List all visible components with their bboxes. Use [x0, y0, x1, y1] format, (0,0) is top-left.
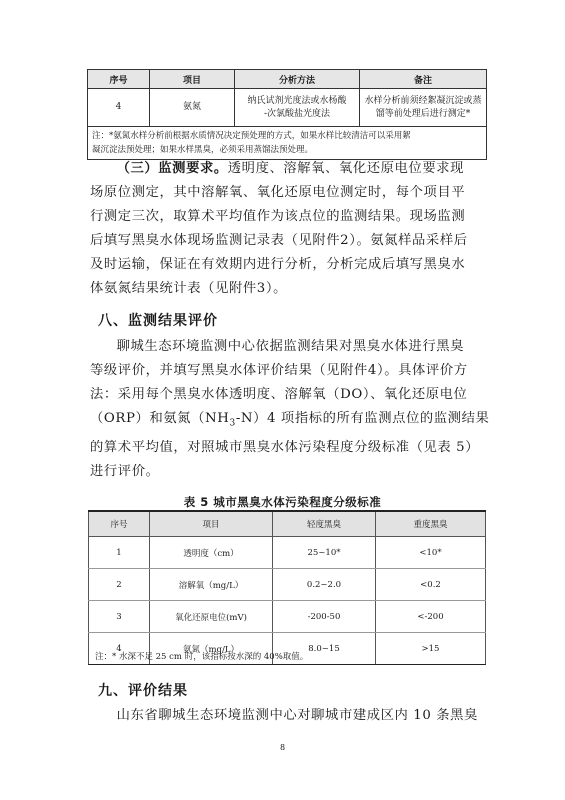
- cell-item: 氨氮（mg/L）: [150, 633, 273, 665]
- paragraph-line: [90, 157, 495, 181]
- paragraph-line: 山东省聊城生态环境监测中心对聊城市建成区内 10 条黑臭: [116, 708, 478, 723]
- paragraph-line: 及时运输，保证在有效期内进行分析，分析完成后填写黑臭水: [90, 257, 466, 272]
- section-heading-9: 九、评价结果: [98, 683, 188, 699]
- col-header-no: 序号: [88, 70, 150, 89]
- table-header-row: [88, 70, 487, 89]
- text-span: （ORP）和氨氮（NH: [90, 411, 230, 426]
- paragraph-line: 体氨氮结果统计表（见附件3）。: [90, 281, 287, 296]
- cell-no: 3: [89, 601, 150, 633]
- paragraph-line: 行测定三次，取算术平均值作为该点位的监测结果。现场监测: [90, 209, 466, 224]
- cell-item: 透明度（cm）: [150, 537, 273, 569]
- table-note-row: [88, 127, 487, 160]
- cell-light: -200-50: [273, 601, 376, 633]
- remark-line-2: 馏等前处理后进行测定*: [375, 108, 471, 119]
- method-line-2: -次氯酸盐光度法: [263, 108, 331, 119]
- cell-no: 1: [89, 537, 150, 569]
- section-results: [90, 704, 495, 728]
- cell-light: 0.2~2.0: [273, 569, 376, 601]
- cell-item: 氨氮: [150, 89, 235, 127]
- col-header-item: 项目: [150, 70, 235, 89]
- note-line-1: 注：*氨氮水样分析前根据水质情况决定预处理的方式，如果水样比较清洁可以采用絮: [92, 131, 411, 141]
- table-header-row: [89, 511, 486, 537]
- section-monitoring-requirements: [90, 157, 495, 301]
- table-row: [89, 601, 486, 633]
- col-header-no: 序号: [89, 511, 150, 537]
- cell-method: [235, 89, 360, 127]
- paragraph-line: 进行评价。: [90, 463, 160, 479]
- cell-light: 25~10*: [273, 537, 376, 569]
- cell-heavy: <-200: [376, 601, 486, 633]
- cell-item: 溶解氧（mg/L）: [150, 569, 273, 601]
- cell-no: 4: [88, 89, 150, 127]
- section-evaluation: [90, 335, 495, 484]
- paragraph-line: 等级评价，并填写黑臭水体评价结果（见附件4）。具体评价方: [90, 363, 468, 378]
- paragraph-line: 的算术平均值，对照城市黑臭水体污染程度分级标准（见表 5）: [90, 439, 480, 455]
- subsection-title: （三）监测要求。: [116, 161, 228, 176]
- cell-heavy: <0.2: [376, 569, 486, 601]
- remark-line-1: 水样分析前须经絮凝沉淀或蒸: [364, 95, 482, 106]
- table-row: [89, 537, 486, 569]
- table-note: [88, 127, 487, 160]
- text-span: -N）4 项指标的所有监测点位的监测结果: [235, 411, 490, 426]
- subscript: 3: [229, 418, 236, 429]
- paragraph-line: 法：采用每个黑臭水体透明度、溶解氧（DO）、氧化还原电位: [90, 387, 468, 402]
- cell-no: 2: [89, 569, 150, 601]
- paragraph-line: 聊城生态环境监测中心依据监测结果对黑臭水体进行黑臭: [116, 339, 465, 354]
- page-number: 8: [279, 743, 286, 752]
- cell-remark: [360, 89, 487, 127]
- col-header-light: 轻度黑臭: [273, 511, 376, 537]
- table-row: [88, 89, 487, 127]
- col-header-remark: 备注: [360, 70, 487, 89]
- cell-heavy: <10*: [376, 537, 486, 569]
- method-line-1: 纳氏试剂光度法或水杨酸: [247, 95, 347, 106]
- table-row: [89, 569, 486, 601]
- note-line-2: 凝沉淀法预处理；如果水样黑臭，必须采用蒸馏法预处理。: [92, 145, 314, 155]
- cell-item: 氧化还原电位(mV): [150, 601, 273, 633]
- cell-light: 8.0~15: [273, 633, 376, 665]
- text-span: 透明度、溶解氧、氧化还原电位要求现: [227, 161, 465, 176]
- paragraph-line: 后填写黑臭水体现场监测记录表（见附件2）。氨氮样品采样后: [90, 233, 468, 248]
- cell-no: 4: [89, 633, 150, 665]
- section-heading-8: 八、监测结果评价: [98, 313, 218, 329]
- table5-note: 注：* 水深不足 25 cm 时，该指标按水深的 40%取值。: [95, 652, 309, 662]
- paragraph-line: [90, 407, 495, 436]
- pollution-grade-table: [88, 510, 486, 665]
- cell-heavy: >15: [376, 633, 486, 665]
- col-header-item: 项目: [150, 511, 273, 537]
- table5-caption: 表 5 城市黑臭水体污染程度分级标准: [183, 495, 382, 509]
- col-header-heavy: 重度黑臭: [376, 511, 486, 537]
- paragraph-line: 场原位测定，其中溶解氧、氧化还原电位测定时，每个项目平: [90, 185, 466, 200]
- col-header-method: 分析方法: [235, 70, 360, 89]
- analysis-method-table: [87, 69, 487, 160]
